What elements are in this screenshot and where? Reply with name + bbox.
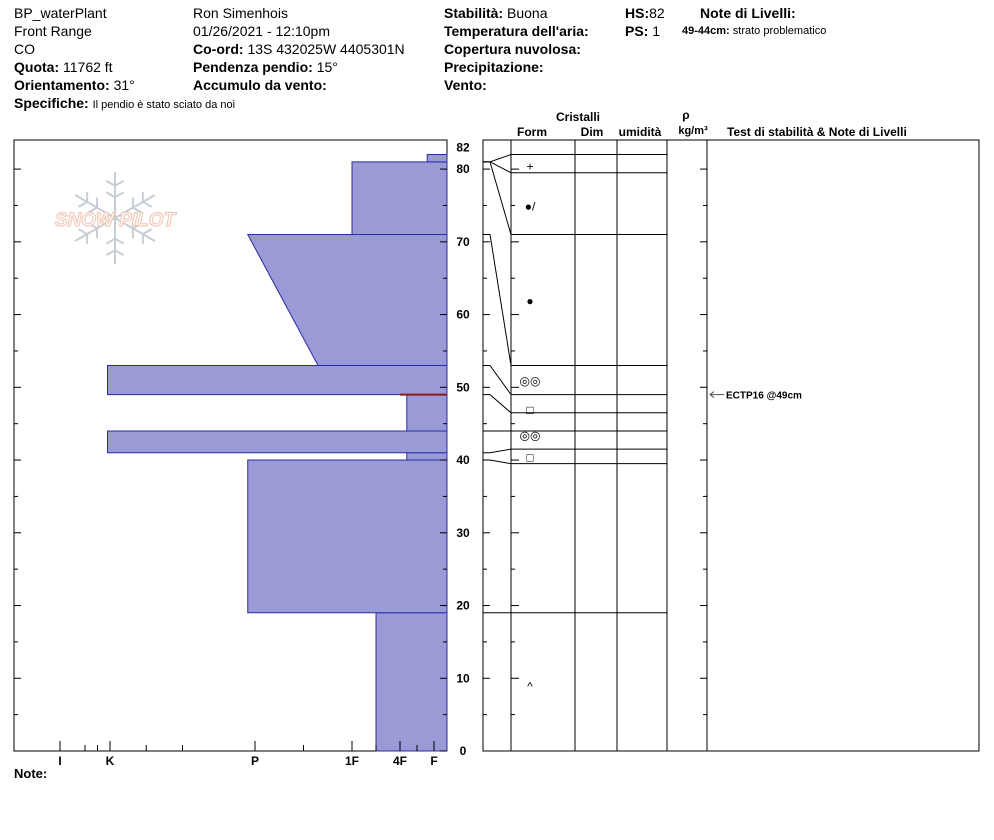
height-label: 40 [456, 453, 470, 468]
datetime: 01/26/2021 - 12:10pm [193, 23, 330, 39]
header-moisture: umidità [618, 125, 662, 139]
cloud-cover: Copertura nuvolosa: [444, 41, 581, 57]
snowflake-branch [106, 192, 115, 197]
hardness-tick-label: P [250, 754, 260, 768]
crystal-form-symbol: ◎◎ [519, 428, 541, 443]
hardness-tick-label: 1F [344, 754, 360, 768]
layer-table-frame [483, 140, 979, 751]
hardness-tick-label: K [105, 754, 115, 768]
height-label: 60 [456, 307, 470, 322]
header-density-symbol: ρ [682, 108, 690, 122]
mountain-range: Front Range [14, 23, 92, 39]
snowflake-branch [106, 181, 115, 186]
header-form: Form [517, 125, 547, 139]
layer-table-grid [483, 140, 707, 751]
snowflake-branch [143, 202, 152, 207]
header-tests: Test di stabilità & Note di Livelli [727, 125, 907, 139]
air-temperature: Temperatura dell'aria: [444, 23, 589, 39]
layer-connector [483, 449, 511, 453]
header-crystals: Cristalli [555, 110, 601, 124]
snowflake-branch [78, 202, 87, 207]
layer-notes-title: Note di Livelli: [700, 5, 796, 21]
elevation: Quota: 11762 ft [14, 59, 113, 75]
snowflake-branch [106, 250, 115, 255]
aspect: Orientamento: 31° [14, 77, 135, 93]
stability-tests [710, 391, 802, 402]
layer-connector [483, 365, 511, 394]
location-name: BP_waterPlant [14, 5, 107, 21]
layer-connector [483, 162, 511, 173]
hardness-tick-label: I [58, 754, 62, 768]
snowpilot-watermark-logo [55, 172, 177, 264]
state: CO [14, 41, 35, 57]
snowflake-branch [115, 192, 124, 197]
hardness-layer-1 [248, 460, 447, 613]
height-label: 70 [456, 234, 470, 249]
height-label: 0 [459, 744, 467, 758]
test-label: ECTP16 @49cm [726, 390, 802, 402]
layer-connector [483, 155, 511, 162]
stability: Stabilità: Buona [444, 5, 548, 21]
layer-note: 49-44cm: strato problematico [682, 25, 827, 37]
header-density-unit: kg/m³ [678, 125, 708, 137]
crystal-form-symbol: ● [526, 294, 534, 309]
hardness-layer-0 [376, 613, 447, 751]
watermark-text: SNOW PILOT [54, 210, 176, 231]
snowflake-branch [115, 250, 124, 255]
hardness-layer-4 [407, 395, 447, 431]
height-label: 10 [456, 671, 470, 686]
snowflake-branch [106, 239, 115, 244]
snowflake-branch [115, 181, 124, 186]
crystal-form-symbol: ●/ [524, 199, 536, 214]
layer-connector [483, 235, 511, 366]
hardness-layer-6 [248, 235, 447, 366]
height-label: 50 [456, 380, 470, 395]
precipitation: Precipitazione: [444, 59, 544, 75]
height-label: 20 [456, 598, 470, 613]
notes-label: Note: [14, 766, 48, 781]
snowflake-branch [115, 239, 124, 244]
hardness-layer-7 [352, 162, 447, 235]
slope-angle: Pendenza pendio: 15° [193, 59, 338, 75]
header-size: Dim [580, 125, 604, 139]
hardness-layer-8 [427, 155, 447, 162]
crystal-forms [520, 159, 541, 693]
crystal-form-symbol: ^ [527, 679, 533, 694]
crystal-form-symbol: □ [526, 403, 534, 418]
crystal-form-symbol: + [526, 159, 534, 174]
crystal-form-symbol: ◎◎ [519, 374, 541, 389]
ps-value: PS: 1 [625, 23, 661, 39]
hardness-layer-2 [407, 453, 447, 460]
observer: Ron Simenhois [193, 5, 288, 21]
hardness-layer-3 [108, 431, 448, 453]
hardness-layers [108, 155, 448, 751]
specifics: Specifiche: Il pendio è stato sciato da noi [14, 95, 236, 111]
height-label: 30 [456, 525, 470, 540]
coordinates: Co-ord: 13S 432025W 4405301N [193, 41, 405, 57]
hs-value: HS:82 [625, 5, 665, 21]
layer-connector [483, 395, 511, 413]
hardness-tick-label: F [430, 754, 438, 768]
hardness-tick-label: 4F [392, 754, 408, 768]
height-label: 82 [456, 140, 470, 155]
wind: Vento: [444, 77, 487, 93]
height-label: 80 [456, 162, 470, 177]
crystal-form-symbol: □ [526, 450, 534, 465]
hardness-layer-5 [108, 365, 448, 394]
wind-loading: Accumulo da vento: [193, 77, 327, 93]
layer-connector [483, 460, 511, 464]
layer-connector [483, 162, 511, 235]
